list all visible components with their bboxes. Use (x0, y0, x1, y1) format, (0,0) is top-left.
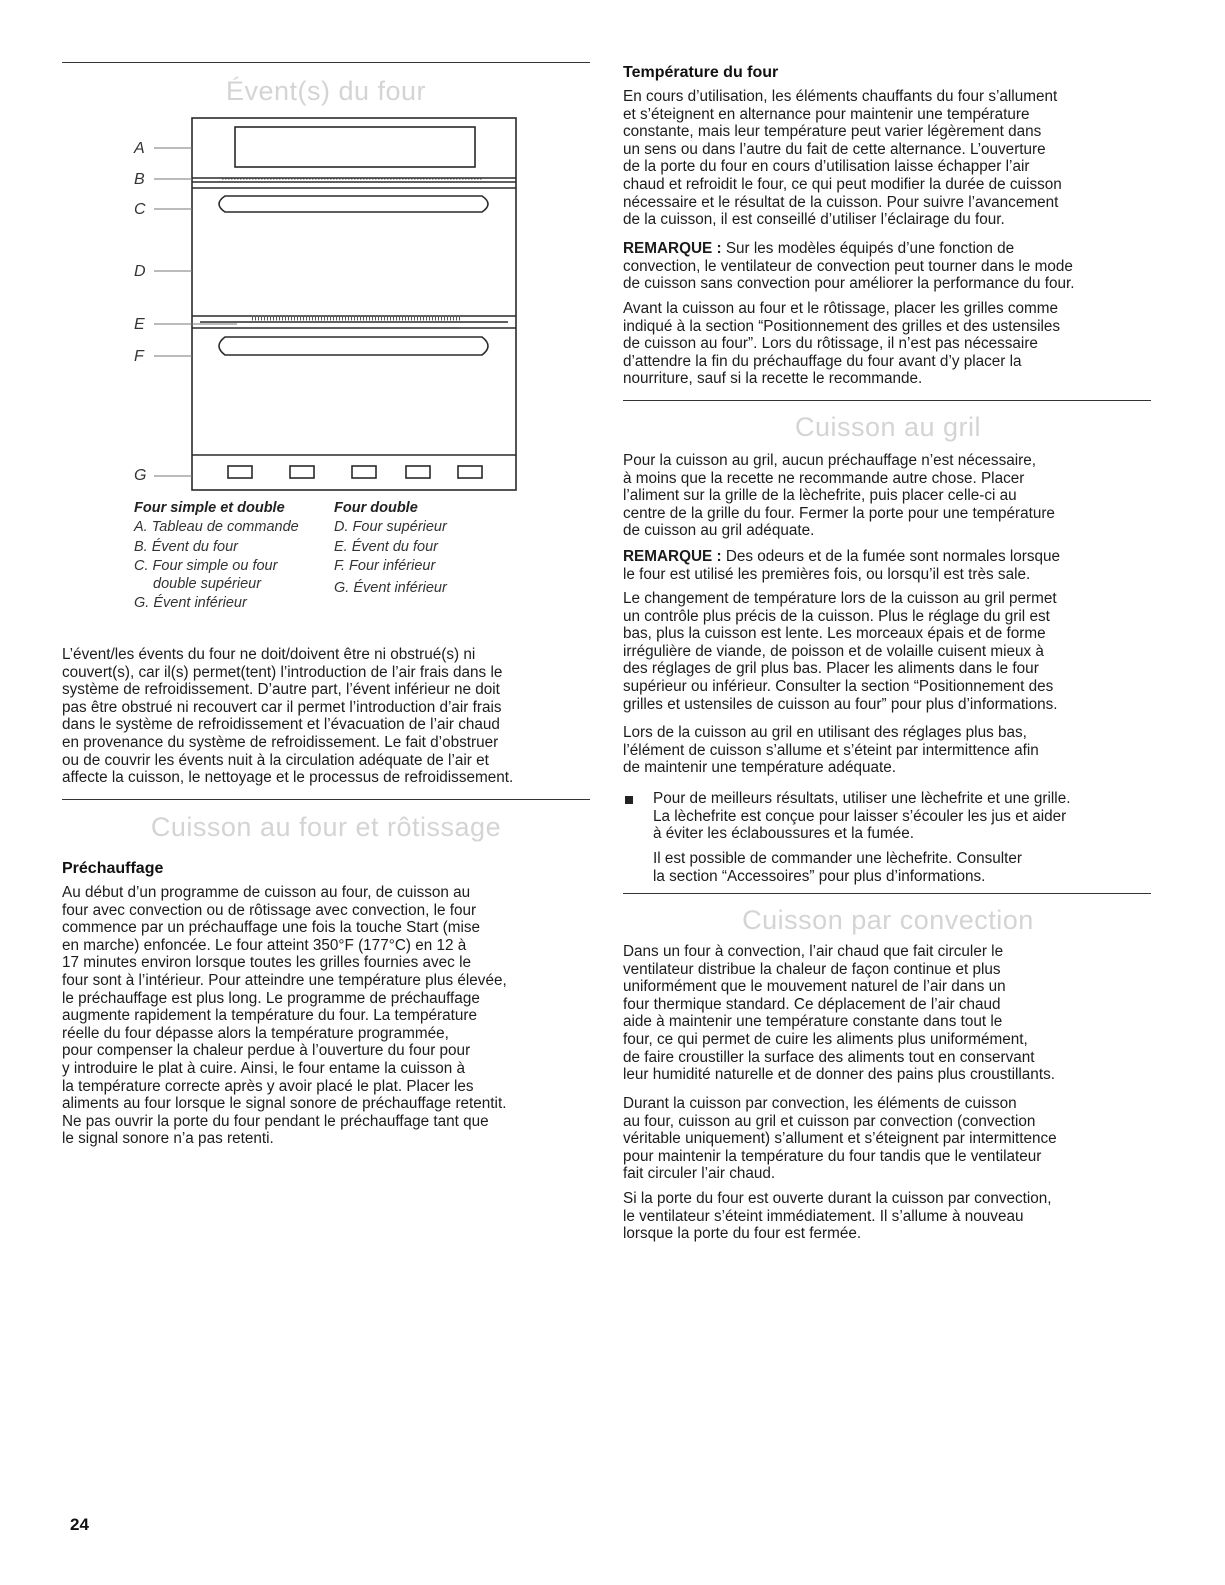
text-line: affecte la cuisson, le nettoyage et le processus de refroidissement. (62, 769, 514, 787)
broil-paragraph-1 (623, 452, 1155, 540)
remarque-paragraph-1 (623, 240, 1155, 293)
broil-paragraph-2 (623, 590, 1155, 713)
text-line (623, 548, 1155, 566)
text-line: Pour la cuisson au gril, aucun préchauffage n’est nécessaire, (623, 452, 1036, 469)
text-line: dans le système de refroidissement et l’évacuation de l’air chaud (62, 716, 500, 734)
page-number: 24 (70, 1515, 89, 1534)
callout-e: E (134, 316, 145, 333)
text-line: Lors de la cuisson au gril en utilisant des réglages plus bas, (623, 724, 1027, 741)
vent-paragraph (62, 646, 592, 787)
callout-f: F (134, 348, 144, 365)
text-line: convection, le ventilateur de convection peut tourner dans le mode (623, 257, 1073, 275)
legend-item: G. Évent inférieur (134, 595, 247, 611)
text-line: ventilateur distribue la chaleur de façon continue et plus (623, 960, 1001, 978)
text-line: nécessaire et le résultat de la cuisson. Pour suivre l’avancement (623, 193, 1059, 211)
legend-heading-single-double: Four simple et double (134, 500, 285, 516)
text-line: four sont à l’intérieur. Pour atteindre une température plus élevée, (62, 971, 507, 989)
text-line: de cuisson au four”. Lors du rôtissage, il n’est pas nécessaire (623, 335, 1038, 353)
legend-item: C. Four simple ou four (134, 558, 278, 574)
text-line: Dans un four à convection, l’air chaud que fait circuler le (623, 943, 1004, 960)
convection-paragraph-2 (623, 1095, 1155, 1183)
text-line: fait circuler l’air chaud. (623, 1165, 776, 1183)
text-line: à éviter les éclaboussures et la fumée. (653, 825, 915, 843)
bullet-icon (625, 796, 633, 804)
text-line: L’évent/les évents du four ne doit/doivent être ni obstrué(s) ni (62, 646, 476, 663)
legend-item: B. Évent du four (134, 538, 238, 555)
text-line: Le changement de température lors de la cuisson au gril permet (623, 590, 1057, 607)
text-line: le four est utilisé les premières fois, ou lorsqu’il est très sale. (623, 565, 1031, 583)
text-span: Des odeurs et de la fumée sont normales lorsque (721, 548, 1061, 565)
text-line: pour compenser la chaleur perdue à l’ouverture du four pour (62, 1042, 471, 1060)
text-line: lorsque la porte du four est fermée. (623, 1225, 862, 1243)
callout-g: G (134, 467, 147, 484)
text-line: des réglages de gril plus bas. Placer les aliments dans le four (623, 660, 1039, 678)
text-line: Ne pas ouvrir la porte du four pendant le préchauffage tant que (62, 1112, 489, 1130)
text-line: le préchauffage est plus long. Le programme de préchauffage (62, 989, 480, 1007)
text-line: un sens ou dans l’autre du fait de cette alternance. L’ouverture (623, 140, 1046, 158)
text-line: four, ce qui permet de cuire les aliments plus uniformément, (623, 1030, 1028, 1048)
text-line (623, 240, 1155, 258)
text-line: aliments au four lorsque le signal sonore de préchauffage retentit. (62, 1095, 507, 1113)
broil-paragraph-3 (623, 724, 1155, 777)
text-line: Pour de meilleurs résultats, utiliser une lèchefrite et une grille. (653, 790, 1071, 807)
text-line: uniformément que le mouvement naturel de l’air dans un (623, 978, 1006, 996)
text-line: de cuisson sans convection pour améliorer la performance du four. (623, 275, 1075, 293)
subheading-oven-temperature: Température du four (623, 64, 779, 81)
remarque-label: REMARQUE : (623, 548, 722, 565)
convection-paragraph-1 (623, 943, 1155, 1084)
text-line: de maintenir une température adéquate. (623, 759, 896, 777)
text-line: véritable uniquement) s’allument et s’éteignent par intermittence (623, 1130, 1057, 1148)
callout-d: D (134, 263, 146, 280)
text-line: chaud et refroidit le four, ce qui peut modifier la durée de cuisson (623, 175, 1062, 193)
remarque-paragraph-2 (623, 548, 1155, 583)
legend-item: G. Évent inférieur (334, 579, 447, 596)
text-line: ou de couvrir les évents nuit à la circulation adéquate de l’air et (62, 751, 489, 769)
legend-column-2 (334, 500, 534, 597)
text-line: de la cuisson, il est conseillé d’utiliser l’éclairage du four. (623, 211, 1005, 229)
text-line: indiqué à la section “Positionnement des grilles et des ustensiles (623, 317, 1061, 335)
legend-heading-double: Four double (334, 500, 418, 516)
text-line: supérieur ou inférieur. Consulter la section “Positionnement des (623, 677, 1054, 695)
bullet-paragraph-2 (653, 850, 1157, 885)
legend-item: A. Tableau de commande (134, 519, 299, 535)
section-title-broil: Cuisson au gril (794, 412, 982, 442)
text-line: la section “Accessoires” pour plus d’informations. (653, 867, 986, 885)
text-line: bas, plus la cuisson est lente. Les morceaux épais et de forme (623, 625, 1046, 643)
text-line: La lèchefrite est conçue pour laisser s’écouler les jus et aider (653, 807, 1067, 825)
text-line: le signal sonore n’a pas retenti. (62, 1130, 274, 1148)
text-line: centre de la grille du four. Fermer la porte pour une température (623, 504, 1055, 522)
text-line: grilles et ustensiles de cuisson au four” pour plus d’informations. (623, 695, 1058, 713)
text-line: constante, mais leur température peut varier légèrement dans (623, 123, 1042, 141)
text-line: Durant la cuisson par convection, les éléments de cuisson (623, 1095, 1017, 1112)
text-line: réelle du four dépasse alors la température programmée, (62, 1024, 449, 1042)
text-line: l’aliment sur la grille de la lèchefrite, puis placer celle-ci au (623, 487, 1017, 505)
text-line: de faire croustiller la surface des aliments tout en conservant (623, 1048, 1035, 1066)
text-line: l’élément de cuisson s’allume et s’éteint par intermittence afin (623, 741, 1039, 759)
section-title-vents: Évent(s) du four (225, 76, 427, 106)
text-line: Avant la cuisson au four et le rôtissage, placer les grilles comme (623, 300, 1059, 317)
text-line: en provenance du système de refroidissement. Le fait d’obstruer (62, 733, 499, 751)
bullet-paragraph (653, 790, 1157, 843)
text-line: pour maintenir la température du four tandis que le ventilateur (623, 1147, 1042, 1165)
text-line: au four, cuisson au gril et cuisson par convection (convection (623, 1112, 1036, 1130)
text-line: d’attendre la fin du préchauffage du four avant d’y placer la (623, 352, 1022, 370)
section-title-convection: Cuisson par convection (742, 905, 1034, 935)
text-line: 17 minutes environ lorsque toutes les grilles fournies avec le (62, 954, 471, 972)
text-line: la température correcte après y avoir placé le plat. Placer les (62, 1077, 474, 1095)
text-span: Sur les modèles équipés d’une fonction de (721, 240, 1015, 257)
text-line: nourriture, sauf si la recette le recommande. (623, 370, 923, 388)
text-line: irrégulière de viande, de poisson et de volaille cuisent mieux à (623, 642, 1044, 660)
legend-item: D. Four supérieur (334, 519, 447, 535)
divider (62, 62, 590, 63)
callout-b: B (134, 171, 145, 188)
text-line: couvert(s), car il(s) permet(tent) l’introduction de l’air frais dans le (62, 663, 503, 681)
remarque-label: REMARQUE : (623, 240, 722, 257)
text-line: en marche) enfoncée. Le four atteint 350°F (177°C) en 12 à (62, 936, 467, 954)
text-line: de la porte du four en cours d’utilisation laisse échapper l’air (623, 158, 1030, 176)
subheading-preheat: Préchauffage (62, 860, 164, 877)
legend-item: double supérieur (153, 575, 262, 592)
text-line: pas être obstrué ni recouvert car il permet l’introduction d’air frais (62, 698, 502, 716)
text-line: En cours d’utilisation, les éléments chauffants du four s’allument (623, 88, 1058, 105)
text-line: leur humidité naturelle et de donner des pains plus croustillants. (623, 1066, 1055, 1084)
oven-diagram (62, 112, 590, 494)
text-line: de cuisson au gril adéquate. (623, 522, 815, 540)
text-line: et s’éteignent en alternance pour maintenir une température (623, 105, 1030, 123)
section-title-baking: Cuisson au four et rôtissage (150, 812, 502, 842)
text-line: un contrôle plus précis de la cuisson. Plus le réglage du gril est (623, 607, 1050, 625)
text-line: système de refroidissement. D’autre part, l’évent inférieur ne doit (62, 681, 500, 699)
text-line: four thermique standard. Ce déplacement de l’air chaud (623, 995, 1001, 1013)
callout-a: A (134, 140, 145, 157)
text-line: four avec convection ou de rôtissage avec convection, le four (62, 901, 477, 919)
divider (623, 400, 1151, 401)
text-line: Si la porte du four est ouverte durant la cuisson par convection, (623, 1190, 1052, 1207)
text-line: commence par un préchauffage une fois la touche Start (mise (62, 919, 481, 937)
text-line: aide à maintenir une température constante dans tout le (623, 1013, 1003, 1031)
legend-item: F. Four inférieur (334, 558, 436, 574)
text-line: y introduire le plat à cuire. Ainsi, le four entame la cuisson à (62, 1059, 466, 1077)
preheat-paragraph (62, 884, 592, 1148)
text-line: Au début d’un programme de cuisson au four, de cuisson au (62, 884, 471, 901)
divider (62, 799, 590, 800)
text-line: augmente rapidement la température du four. La température (62, 1007, 477, 1025)
temperature-paragraph (623, 88, 1155, 229)
convection-paragraph-3 (623, 1190, 1155, 1243)
avant-paragraph (623, 300, 1155, 388)
legend-column-1 (134, 500, 334, 613)
text-line: Il est possible de commander une lèchefrite. Consulter (653, 850, 1023, 867)
divider (623, 893, 1151, 894)
callout-c: C (134, 201, 146, 218)
text-line: le ventilateur s’éteint immédiatement. Il s’allume à nouveau (623, 1207, 1024, 1225)
legend-item: E. Évent du four (334, 538, 438, 555)
text-line: à moins que la recette ne recommande autre chose. Placer (623, 469, 1025, 487)
